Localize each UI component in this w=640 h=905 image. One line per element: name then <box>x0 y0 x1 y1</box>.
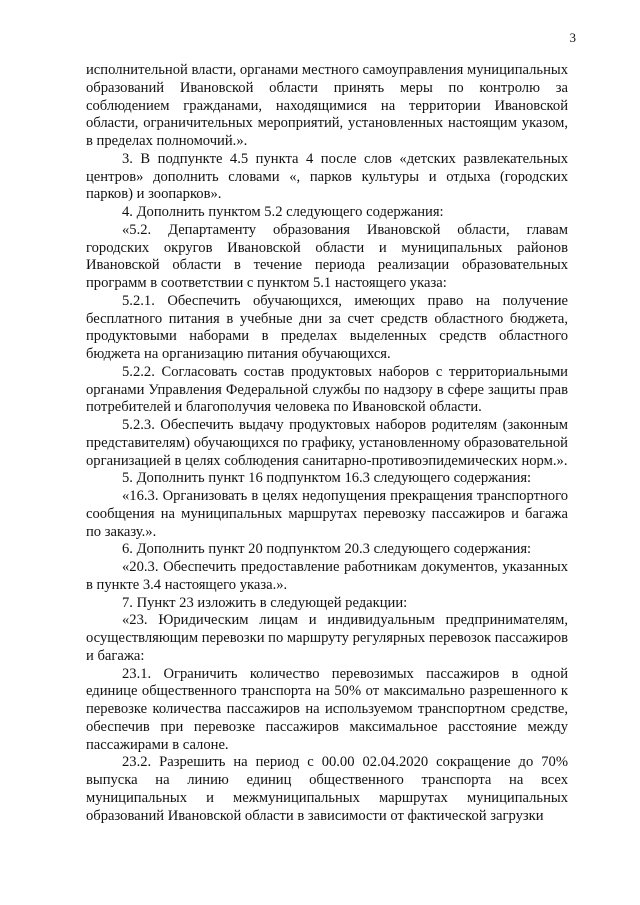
paragraph-23: «23. Юридическим лицам и индивидуальным предпринимателям, осуществляющим перевозки по маршруту регулярных перевозок пассажиров и багажа: <box>86 612 569 664</box>
paragraph-item-6: 6. Дополнить пункт 20 подпунктом 20.3 следующего содержания: <box>122 541 532 558</box>
paragraph-5-2-1: 5.2.1. Обеспечить обучающихся, имеющих право на получение бесплатного питания в учебные дни за счет средств областного бюджета, продуктовыми наборами в пределах выделенных средств областного бюджета на организацию питания обучающихся. <box>86 292 568 362</box>
paragraph-23-1: 23.1. Ограничить количество перевозимых пассажиров в одной единице общественного транспорта на 50% от максимально разрешенного к перевозке количества пассажиров на используемом транспортном средстве, обеспечив при перевозке пассажиров максимальное расстояние между пассажирами в салоне. <box>86 665 568 753</box>
paragraph-continuation: исполнительной власти, органами местного самоуправления муниципальных образований Ивановской области принять меры по контролю за соблюдением гражданами, находящимися на территории Ивановской области, ограничительных мероприятий, установленных настоящим указом, в пределах полномочий.». <box>86 62 568 149</box>
page-number: 3 <box>569 30 576 45</box>
document-body <box>86 62 568 825</box>
paragraph-16-3: «16.3. Организовать в целях недопущения прекращения транспортного сообщения на муниципальных маршрутах перевозку пассажиров и багажа по заказу.». <box>86 488 568 540</box>
paragraph-item-7: 7. Пункт 23 изложить в следующей редакции: <box>122 594 408 611</box>
paragraph-20-3: «20.3. Обеспечить предоставление работникам документов, указанных в пункте 3.4 настоящего указа.». <box>86 559 568 593</box>
paragraph-23-2: 23.2. Разрешить на период с 00.00 02.04.2020 сокращение до 70% выпуска на линию единиц общественного транспорта на всех муниципальных и межмуниципальных маршрутах муниципальных образований Ивановской области в зависимости от фактической загрузки <box>86 754 568 824</box>
paragraph-5-2-2: 5.2.2. Согласовать состав продуктовых наборов с территориальными органами Управления Федеральной службы по надзору в сфере защиты прав потребителей и благополучия человека по Ивановской области. <box>86 363 568 416</box>
paragraph-item-5: 5. Дополнить пункт 16 подпунктом 16.3 следующего содержания: <box>122 470 532 487</box>
paragraph-item-3: 3. В подпункте 4.5 пункта 4 после слов «детских развлекательных центров» дополнить словами «, парков культуры и отдыха (городских парков) и зоопарков». <box>86 150 568 203</box>
paragraph-5-2-3: 5.2.3. Обеспечить выдачу продуктовых наборов родителям (законным представителям) обучающихся по графику, установленному образовательной организацией в целях соблюдения санитарно-противоэпидемических норм.». <box>86 417 568 469</box>
paragraph-item-4: 4. Дополнить пунктом 5.2 следующего содержания: <box>122 204 444 220</box>
paragraph-5-2: «5.2. Департаменту образования Ивановской области, главам городских округов Ивановской области и муниципальных районов Ивановской области в течение периода реализации образовательных программ в соответствии с пунктом 5.1 настоящего указа: <box>86 221 568 291</box>
